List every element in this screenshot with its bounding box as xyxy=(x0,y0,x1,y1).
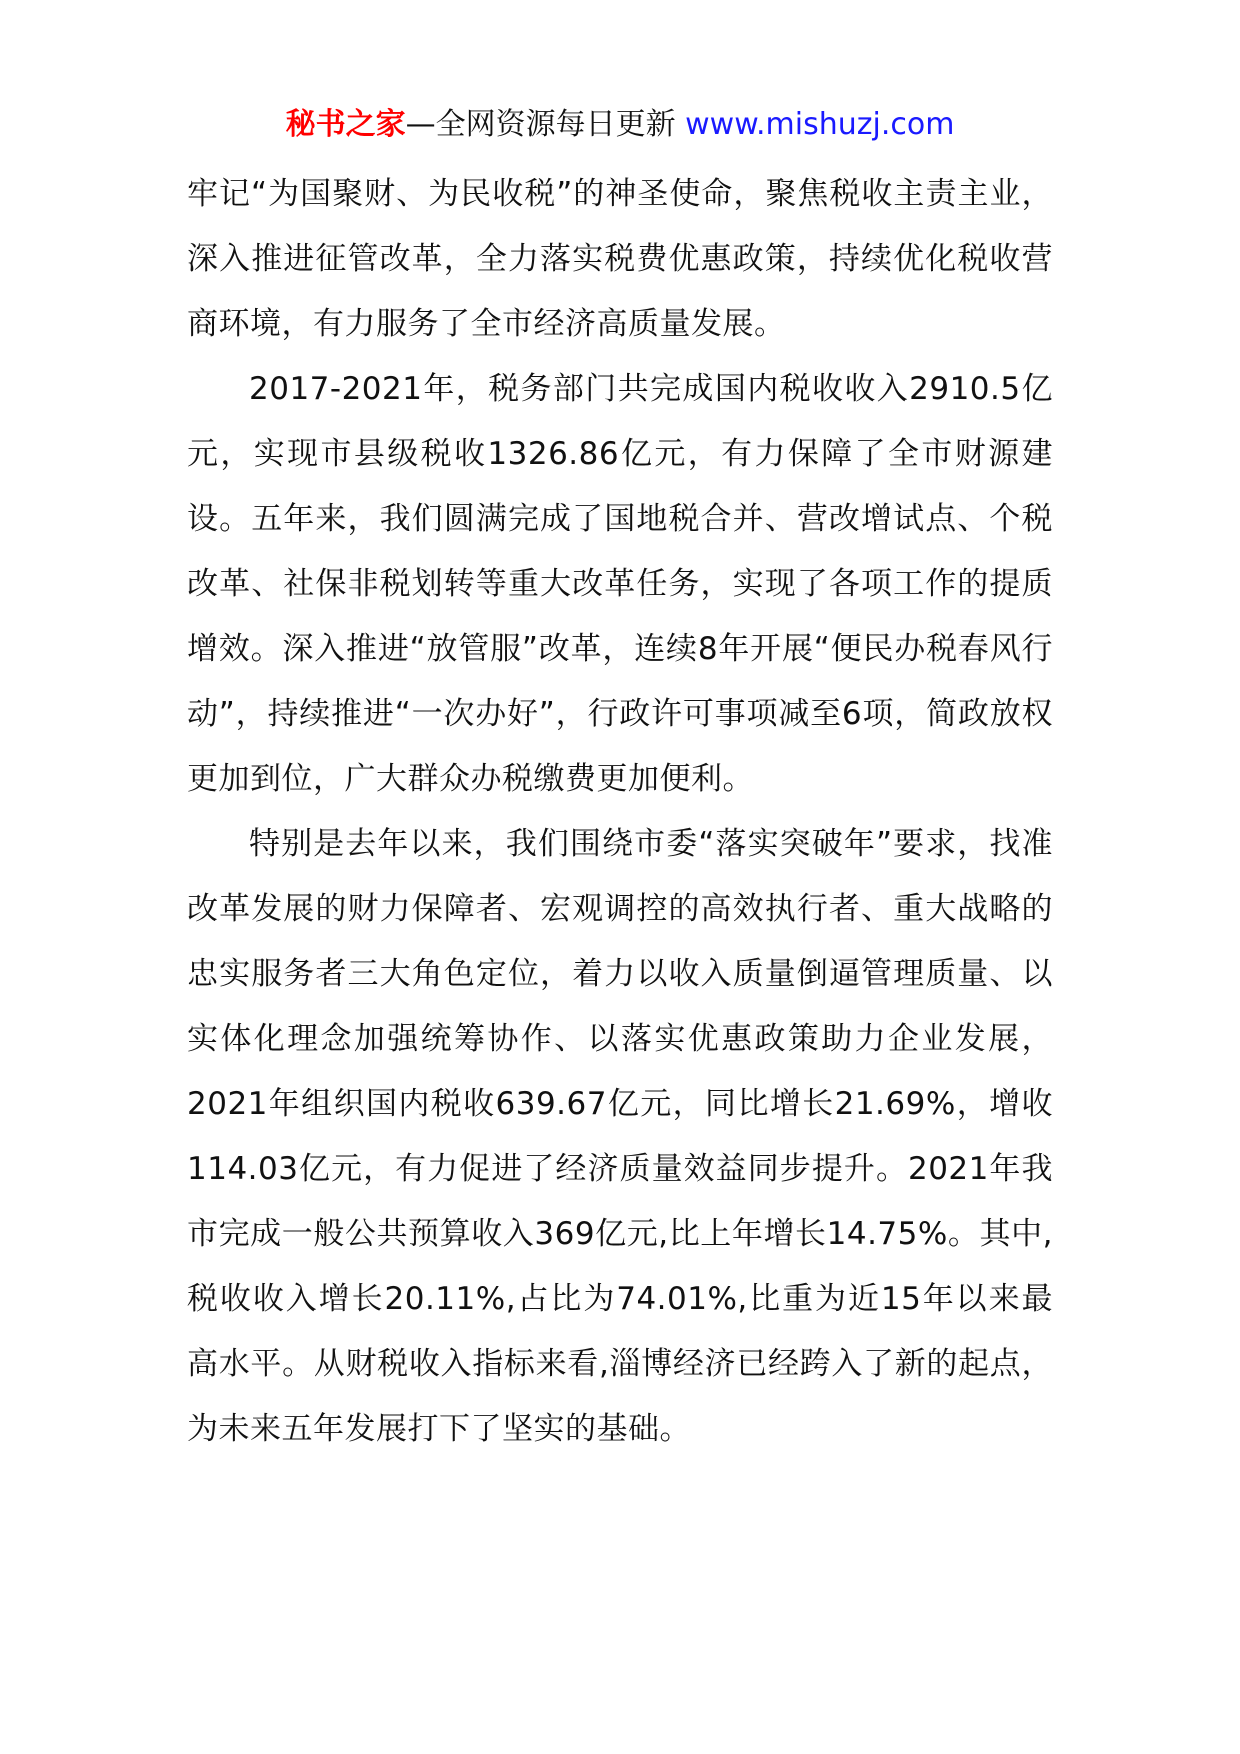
brand-name: 秘书之家 xyxy=(285,107,406,142)
document-body xyxy=(187,162,1053,1462)
header-slogan: —全网资源每日更新 xyxy=(405,107,686,142)
paragraph-continuation: 牢记“为国聚财、为民收税”的神圣使命，聚焦税收主责主业，深入推进征管改革，全力落实税费优惠政策，持续优化税收营商环境，有力服务了全市经济高质量发展。 xyxy=(187,176,1053,342)
site-url-link[interactable]: www.mishuzj.com xyxy=(685,107,955,142)
page-header xyxy=(0,100,1240,150)
paragraph-tax-results: 2017-2021年，税务部门共完成国内税收收入2910.5亿元，实现市县级税收1326.86亿元，有力保障了全市财源建设。五年来，我们圆满完成了国地税合并、营改增试点、个税改革、社保非税划转等重大改革任务，实现了各项工作的提质增效。深入推进“放管服”改革，连续8年开展“便民办税春风行动”，持续推进“一次办好”，行政许可事项减至6项，简政放权更加到位，广大群众办税缴费更加便利。 xyxy=(187,371,1053,797)
paragraph-last-year-achievements: 特别是去年以来，我们围绕市委“落实突破年”要求，找准改革发展的财力保障者、宏观调控的高效执行者、重大战略的忠实服务者三大角色定位，着力以收入质量倒逼管理质量、以实体化理念加强统筹协作、以落实优惠政策助力企业发展，2021年组织国内税收639.67亿元，同比增长21.69%，增收114.03亿元，有力促进了经济质量效益同步提升。2021年我市完成一般公共预算收入369亿元,比上年增长14.75%。其中,税收收入增长20.11%,占比为74.01%,比重为近15年以来最高水平。从财税收入指标来看,淄博经济已经跨入了新的起点，为未来五年发展打下了坚实的基础。 xyxy=(187,826,1053,1447)
